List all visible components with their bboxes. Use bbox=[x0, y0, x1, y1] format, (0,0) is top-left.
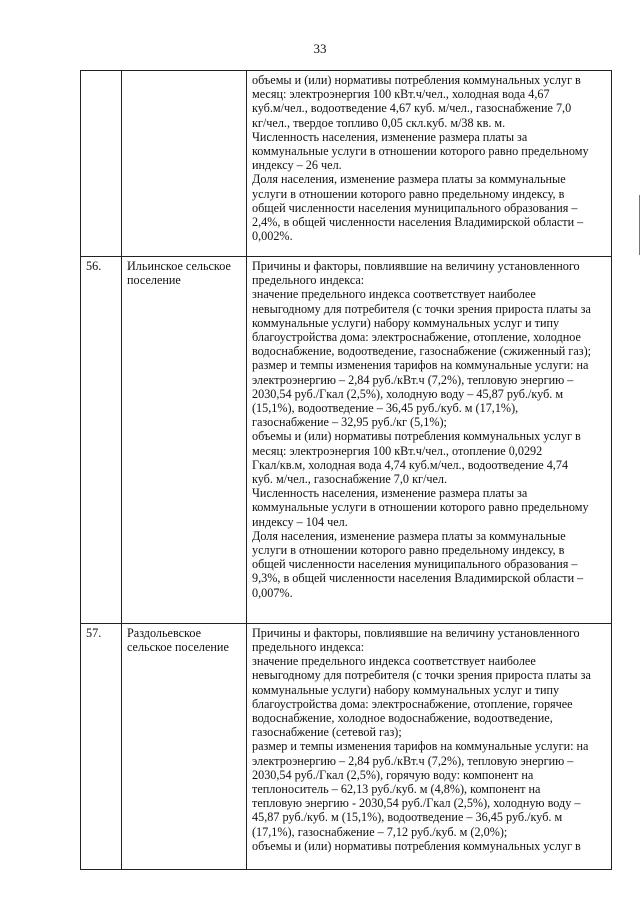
description-line: объемы и (или) нормативы потребления коммунальных услуг в bbox=[252, 838, 581, 853]
description-line: месяц: электроэнергия 100 кВт.ч/чел., холодная вода 4,67 bbox=[252, 87, 550, 102]
description-line: кг/чел., твердое топливо 0,05 скл.куб. м/38 кв. м. bbox=[252, 115, 506, 130]
description-line: размер и темпы изменения тарифов на коммунальные услуги: на bbox=[252, 358, 589, 373]
description-line: предельного индекса: bbox=[252, 639, 365, 654]
description-line: Гкал/кв.м, холодная вода 4,74 куб.м/чел., водоотведение 4,74 bbox=[252, 457, 569, 472]
description-line: размер и темпы изменения тарифов на коммунальные услуги: на bbox=[252, 739, 589, 754]
description-line: электроэнергию – 2,84 руб./кВт.ч (7,2%), тепловую энергию – bbox=[252, 372, 574, 387]
description-line: благоустройства дома: электроснабжение, отопление, горячее bbox=[252, 696, 573, 711]
description-line: услуги в отношении которого равно предельному индексу, в bbox=[252, 186, 565, 201]
description-line: предельного индекса: bbox=[252, 273, 365, 288]
description-line: коммунальные услуги в отношении которого равно предельному bbox=[252, 144, 589, 159]
description-line: Доля населения, изменение размера платы за коммунальные bbox=[252, 528, 566, 543]
description-line: тепловую энергию - 2030,54 руб./Гкал (2,5%), холодную воду – bbox=[252, 796, 581, 811]
description-line: месяц: электроэнергия 100 кВт.ч/чел., отопление 0,0292 bbox=[252, 443, 543, 458]
settlement-name: Ильинское сельское поселение bbox=[122, 257, 247, 624]
settlement-name: Раздольевское сельское поселение bbox=[122, 623, 247, 869]
description-line: Причины и факторы, повлиявшие на величину установленного bbox=[252, 625, 580, 640]
settlement-name bbox=[122, 71, 247, 257]
description-line: Доля населения, изменение размера платы за коммунальные bbox=[252, 172, 566, 187]
description-line: объемы и (или) нормативы потребления коммунальных услуг в bbox=[252, 73, 581, 87]
description-line: значение предельного индекса соответствует наиболее bbox=[252, 287, 536, 302]
document-table bbox=[80, 70, 612, 870]
table-row bbox=[81, 257, 612, 624]
description-line: индексу – 26 чел. bbox=[252, 158, 342, 173]
description-line: водоснабжение, водоотведение, газоснабжение (сжиженный газ); bbox=[252, 344, 592, 359]
description-line: общей численности населения муниципального образования – bbox=[252, 557, 578, 572]
page-number: 33 bbox=[313, 41, 327, 56]
description-line: объемы и (или) нормативы потребления коммунальных услуг в bbox=[252, 429, 581, 444]
description-line: водоснабжение, холодное водоснабжение, водоотведение, bbox=[252, 710, 553, 725]
description-line: общей численности населения муниципального образования – bbox=[252, 200, 578, 215]
description-cell bbox=[247, 623, 612, 869]
description-line: индексу – 104 чел. bbox=[252, 514, 348, 529]
description-line: коммунальные услуги) набору коммунальных услуг и типу bbox=[252, 315, 560, 330]
description-line: Численность населения, изменение размера платы за bbox=[252, 129, 528, 144]
description-line: 2030,54 руб./Гкал (2,5%), горячую воду: компонент на bbox=[252, 767, 534, 782]
table-body bbox=[81, 71, 612, 870]
description-line: куб. м/чел., газоснабжение 7,0 кг/чел. bbox=[252, 472, 448, 487]
description-cell bbox=[247, 71, 612, 257]
description-line: теплоноситель – 62,13 руб./куб. м (4,8%), компонент на bbox=[252, 781, 541, 796]
description-line: (15,1%), водоотведение – 36,45 руб./куб. м (17,1%), bbox=[252, 401, 519, 416]
description-line: 2,4%, в общей численности населения Владимирской области – bbox=[252, 215, 584, 230]
description-line: значение предельного индекса соответствует наиболее bbox=[252, 654, 536, 669]
description-line: невыгодному для потребителя (с точки зрения прироста платы за bbox=[252, 668, 591, 683]
description-line: услуги в отношении которого равно предельному индексу, в bbox=[252, 543, 565, 558]
description-line: электроэнергию – 2,84 руб./кВт.ч (7,2%), тепловую энергию – bbox=[252, 753, 574, 768]
description-line: коммунальные услуги в отношении которого равно предельному bbox=[252, 500, 589, 515]
description-line: Численность населения, изменение размера платы за bbox=[252, 486, 528, 501]
description-line: 2030,54 руб./Гкал (2,5%), холодную воду – 45,87 руб./куб. м bbox=[252, 386, 564, 401]
description-line: 0,007%. bbox=[252, 585, 293, 600]
description-line: газоснабжение (сетевой газ); bbox=[252, 725, 402, 740]
description-cell bbox=[247, 257, 612, 624]
description-line: благоустройства дома: электроснабжение, отопление, холодное bbox=[252, 330, 581, 345]
table-row bbox=[81, 71, 612, 257]
description-line: (17,1%), газоснабжение – 7,12 руб./куб. м (2,0%); bbox=[252, 824, 508, 839]
description-line: 45,87 руб./куб. м (15,1%), водоотведение – 36,45 руб./куб. м bbox=[252, 810, 563, 825]
description-line: коммунальные услуги) набору коммунальных услуг и типу bbox=[252, 682, 560, 697]
row-number: 56. bbox=[81, 257, 122, 624]
description-line: 0,002%. bbox=[252, 229, 293, 244]
table-row bbox=[81, 623, 612, 869]
description-line: невыгодному для потребителя (с точки зрения прироста платы за bbox=[252, 301, 591, 316]
description-line: Причины и факторы, повлиявшие на величину установленного bbox=[252, 259, 580, 274]
row-number bbox=[81, 71, 122, 257]
row-number: 57. bbox=[81, 623, 122, 869]
description-line: куб.м/чел., водоотведение 4,67 куб. м/чел., газоснабжение 7,0 bbox=[252, 101, 572, 116]
description-line: газоснабжение – 32,95 руб./кг (5,1%); bbox=[252, 415, 447, 430]
description-line: 9,3%, в общей численности населения Владимирской области – bbox=[252, 571, 584, 586]
